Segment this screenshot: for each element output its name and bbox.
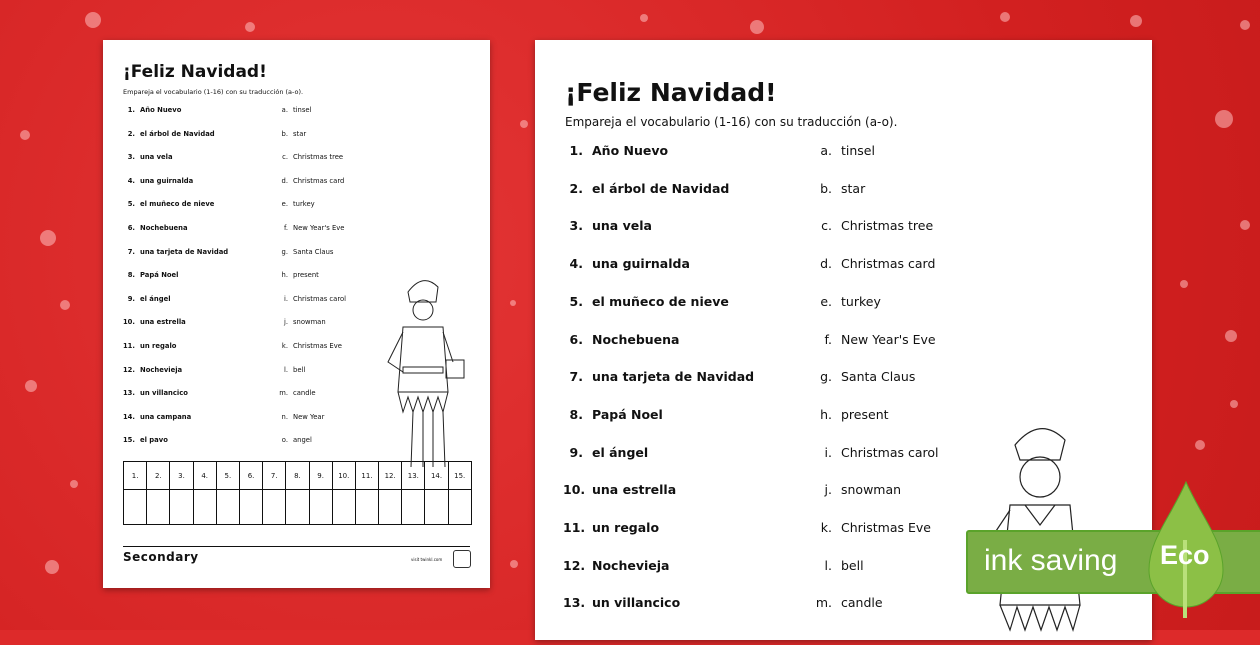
answer-letter: d. <box>281 176 288 185</box>
list-item <box>117 248 333 256</box>
list-item <box>117 153 343 161</box>
spanish-term: el muñeco de nieve <box>140 200 215 209</box>
english-term: Santa Claus <box>293 247 334 256</box>
grid-number-cell: 1. <box>124 462 147 490</box>
instructions: Empareja el vocabulario (1-16) con su traducción (a-o). <box>123 88 304 96</box>
twinkl-logo <box>453 550 471 568</box>
grid-answer-cell <box>147 490 170 525</box>
answer-letter: c. <box>282 153 288 162</box>
spanish-term: una vela <box>592 218 652 234</box>
english-term: bell <box>293 365 306 374</box>
spanish-term: Año Nuevo <box>592 143 669 158</box>
grid-answer-cell <box>216 490 239 525</box>
grid-number-cell: 7. <box>263 462 286 490</box>
worksheet-preview-small <box>103 40 490 588</box>
item-number: 4. <box>127 176 135 185</box>
snow-dot <box>1225 330 1237 342</box>
snow-dot <box>245 22 255 32</box>
item-number: 6. <box>127 224 135 232</box>
snow-dot <box>85 12 101 28</box>
english-term: tinsel <box>841 143 875 158</box>
list-item <box>563 595 883 610</box>
grid-answer-cell <box>448 490 471 525</box>
list-item <box>117 200 315 208</box>
item-number: 12. <box>563 557 586 573</box>
item-number: 3. <box>127 153 135 162</box>
snow-dot <box>20 130 30 140</box>
item-number: 6. <box>569 331 583 347</box>
english-term: Christmas carol <box>293 294 347 303</box>
item-number: 15. <box>122 436 135 445</box>
grid-number-cell: 8. <box>286 462 309 490</box>
english-term: Christmas card <box>841 256 936 272</box>
english-term: snowman <box>841 482 902 498</box>
grid-answer-cell <box>170 490 193 525</box>
answer-letter: m. <box>279 389 288 398</box>
page-title: ¡Feliz Navidad! <box>565 78 777 107</box>
item-number: 11. <box>122 342 135 350</box>
english-term: Christmas tree <box>293 153 344 162</box>
spanish-term: el árbol de Navidad <box>592 180 730 196</box>
list-item <box>563 256 935 271</box>
snow-dot <box>1180 280 1188 288</box>
english-term: candle <box>293 389 316 398</box>
spanish-term: una estrella <box>140 318 186 327</box>
snow-dot <box>510 300 516 306</box>
item-number: 1. <box>127 106 135 114</box>
item-number: 11. <box>563 520 586 535</box>
list-item <box>117 106 311 114</box>
english-term: Christmas carol <box>841 444 939 460</box>
english-term: New Year's Eve <box>293 224 345 232</box>
snow-dot <box>60 300 70 310</box>
list-item <box>117 295 346 303</box>
grid-answer-cell <box>239 490 262 525</box>
answer-letter: e. <box>281 200 288 209</box>
grid-number-cell: 14. <box>425 462 448 490</box>
answer-letter: i. <box>283 294 288 303</box>
english-term: Christmas card <box>293 176 345 185</box>
grid-answer-cell <box>379 490 402 525</box>
english-term: angel <box>293 436 312 445</box>
grid-number-cell: 6. <box>239 462 262 490</box>
item-number: 14. <box>122 412 135 421</box>
spanish-term: Papá Noel <box>140 271 179 280</box>
snow-dot <box>40 230 56 246</box>
spanish-term: un regalo <box>592 520 660 535</box>
list-item <box>563 445 939 460</box>
english-term: snowman <box>293 318 326 327</box>
list-item <box>563 181 865 196</box>
english-term: tinsel <box>293 106 312 114</box>
ink-saving-label: ink saving <box>984 544 1118 577</box>
list-item <box>563 558 864 573</box>
grid-number-cell: 9. <box>309 462 332 490</box>
snow-dot <box>45 560 59 574</box>
answer-letter: j. <box>283 318 288 327</box>
snow-dot <box>1230 400 1238 408</box>
list-item <box>563 143 875 158</box>
answer-letter: a. <box>820 143 832 158</box>
eco-drop-icon <box>1148 480 1228 624</box>
spanish-term: un regalo <box>140 342 177 350</box>
answer-letter: g. <box>820 369 832 385</box>
answer-letter: i. <box>824 444 832 460</box>
answer-letter: o. <box>281 436 288 445</box>
snow-dot <box>1195 440 1205 450</box>
item-number: 12. <box>122 365 135 374</box>
list-item <box>117 318 326 326</box>
spanish-term: el pavo <box>140 436 168 445</box>
spanish-term: Año Nuevo <box>140 106 182 114</box>
list-item <box>117 271 319 279</box>
grid-number-cell: 12. <box>379 462 402 490</box>
item-number: 3. <box>569 218 583 234</box>
list-item <box>117 342 342 350</box>
grid-answer-cell <box>193 490 216 525</box>
spanish-term: el ángel <box>140 294 171 303</box>
grid-answer-cell <box>286 490 309 525</box>
answer-letter: g. <box>281 247 288 256</box>
item-number: 7. <box>127 247 135 256</box>
snow-dot <box>1240 220 1250 230</box>
snow-dot <box>1000 12 1010 22</box>
grid-answer-cell <box>263 490 286 525</box>
snow-dot <box>1240 20 1250 30</box>
grid-number-cell: 10. <box>332 462 355 490</box>
list-item <box>563 369 915 384</box>
spanish-term: Nochebuena <box>140 224 188 232</box>
snow-dot <box>1215 110 1233 128</box>
answer-letter: e. <box>820 293 832 309</box>
item-number: 8. <box>127 271 135 280</box>
grid-number-cell: 11. <box>355 462 378 490</box>
item-number: 10. <box>122 318 135 327</box>
answer-letter: f. <box>824 331 832 347</box>
english-term: Santa Claus <box>841 369 916 385</box>
site-link: visit twinkl.com <box>411 557 443 562</box>
answer-letter: k. <box>281 342 288 350</box>
snow-dot <box>750 20 764 34</box>
answer-letter: l. <box>824 557 832 573</box>
list-item <box>117 436 312 444</box>
english-term: Christmas tree <box>841 218 934 234</box>
item-number: 1. <box>569 143 583 158</box>
snow-dot <box>1130 15 1142 27</box>
spanish-term: una estrella <box>592 482 677 498</box>
spanish-term: un villancico <box>140 389 188 398</box>
answer-letter: k. <box>820 520 832 535</box>
answer-letter: m. <box>815 595 832 611</box>
answer-letter: c. <box>821 218 832 234</box>
english-term: star <box>293 129 307 138</box>
item-number: 2. <box>127 129 135 138</box>
answer-letter: f. <box>283 224 288 232</box>
divider <box>123 546 470 547</box>
answer-letter: h. <box>820 406 832 422</box>
answer-letter: d. <box>820 256 832 272</box>
snow-dot <box>25 380 37 392</box>
page-title: ¡Feliz Navidad! <box>123 62 267 82</box>
answer-letter: b. <box>820 180 832 196</box>
grid-number-cell: 15. <box>448 462 471 490</box>
english-term: present <box>841 406 889 422</box>
list-item <box>563 407 889 422</box>
english-term: Christmas Eve <box>293 342 342 350</box>
item-number: 8. <box>569 406 583 422</box>
list-item <box>117 224 344 232</box>
eco-label: Eco <box>1160 540 1210 570</box>
item-number: 4. <box>569 256 583 272</box>
english-term: turkey <box>841 293 881 309</box>
item-number: 2. <box>569 180 583 196</box>
english-term: bell <box>841 557 864 573</box>
item-number: 13. <box>122 389 135 398</box>
item-number: 7. <box>569 369 583 385</box>
spanish-term: una tarjeta de Navidad <box>592 369 755 385</box>
spanish-term: una guirnalda <box>592 256 690 272</box>
grid-number-cell: 3. <box>170 462 193 490</box>
english-term: New Year <box>293 412 325 421</box>
grid-answer-cell <box>309 490 332 525</box>
grid-answer-cell <box>124 490 147 525</box>
list-item <box>117 389 316 397</box>
grid-number-cell: 5. <box>216 462 239 490</box>
list-item <box>117 130 306 138</box>
instructions: Empareja el vocabulario (1-16) con su traducción (a-o). <box>565 115 898 129</box>
elf-illustration <box>378 272 468 472</box>
spanish-term: una tarjeta de Navidad <box>140 247 229 256</box>
spanish-term: un villancico <box>592 595 681 611</box>
answer-letter: h. <box>281 271 288 280</box>
spanish-term: el ángel <box>592 444 649 460</box>
spanish-term: Nochevieja <box>592 557 670 573</box>
answer-letter: n. <box>281 412 288 421</box>
spanish-term: Nochevieja <box>140 365 183 374</box>
item-number: 5. <box>569 293 583 309</box>
list-item <box>563 294 881 309</box>
spanish-term: Papá Noel <box>592 406 663 422</box>
grid-number-cell: 4. <box>193 462 216 490</box>
answer-letter: l. <box>283 365 288 374</box>
list-item <box>117 177 344 185</box>
list-item <box>563 332 936 347</box>
footer-label: Secondary <box>123 550 199 564</box>
item-number: 9. <box>127 294 135 303</box>
spanish-term: una vela <box>140 153 173 162</box>
item-number: 13. <box>563 595 586 611</box>
english-term: New Year's Eve <box>841 331 936 347</box>
english-term: star <box>841 180 866 196</box>
spanish-term: una guirnalda <box>140 176 194 185</box>
list-item <box>563 482 901 497</box>
spanish-term: una campana <box>140 412 192 421</box>
item-number: 5. <box>127 200 135 209</box>
list-item <box>117 413 324 421</box>
snow-dot <box>510 560 518 568</box>
grid-answer-cell <box>332 490 355 525</box>
spanish-term: Nochebuena <box>592 331 680 347</box>
answer-letter: j. <box>824 482 832 498</box>
snow-dot <box>640 14 648 22</box>
grid-answer-cell <box>425 490 448 525</box>
grid-answer-cell <box>402 490 425 525</box>
english-term: candle <box>841 595 883 611</box>
list-item <box>563 520 931 535</box>
spanish-term: el muñeco de nieve <box>592 293 729 309</box>
english-term: turkey <box>293 200 315 209</box>
spanish-term: el árbol de Navidad <box>140 129 215 138</box>
list-item <box>563 218 933 233</box>
english-term: Christmas Eve <box>841 520 931 535</box>
answer-letter: b. <box>281 129 288 138</box>
snow-dot <box>70 480 78 488</box>
english-term: present <box>293 271 319 280</box>
snow-dot <box>520 120 528 128</box>
grid-number-cell: 13. <box>402 462 425 490</box>
item-number: 10. <box>563 482 586 498</box>
list-item <box>117 366 305 374</box>
item-number: 9. <box>569 444 583 460</box>
grid-number-cell: 2. <box>147 462 170 490</box>
grid-answer-cell <box>355 490 378 525</box>
answer-letter: a. <box>281 106 288 114</box>
